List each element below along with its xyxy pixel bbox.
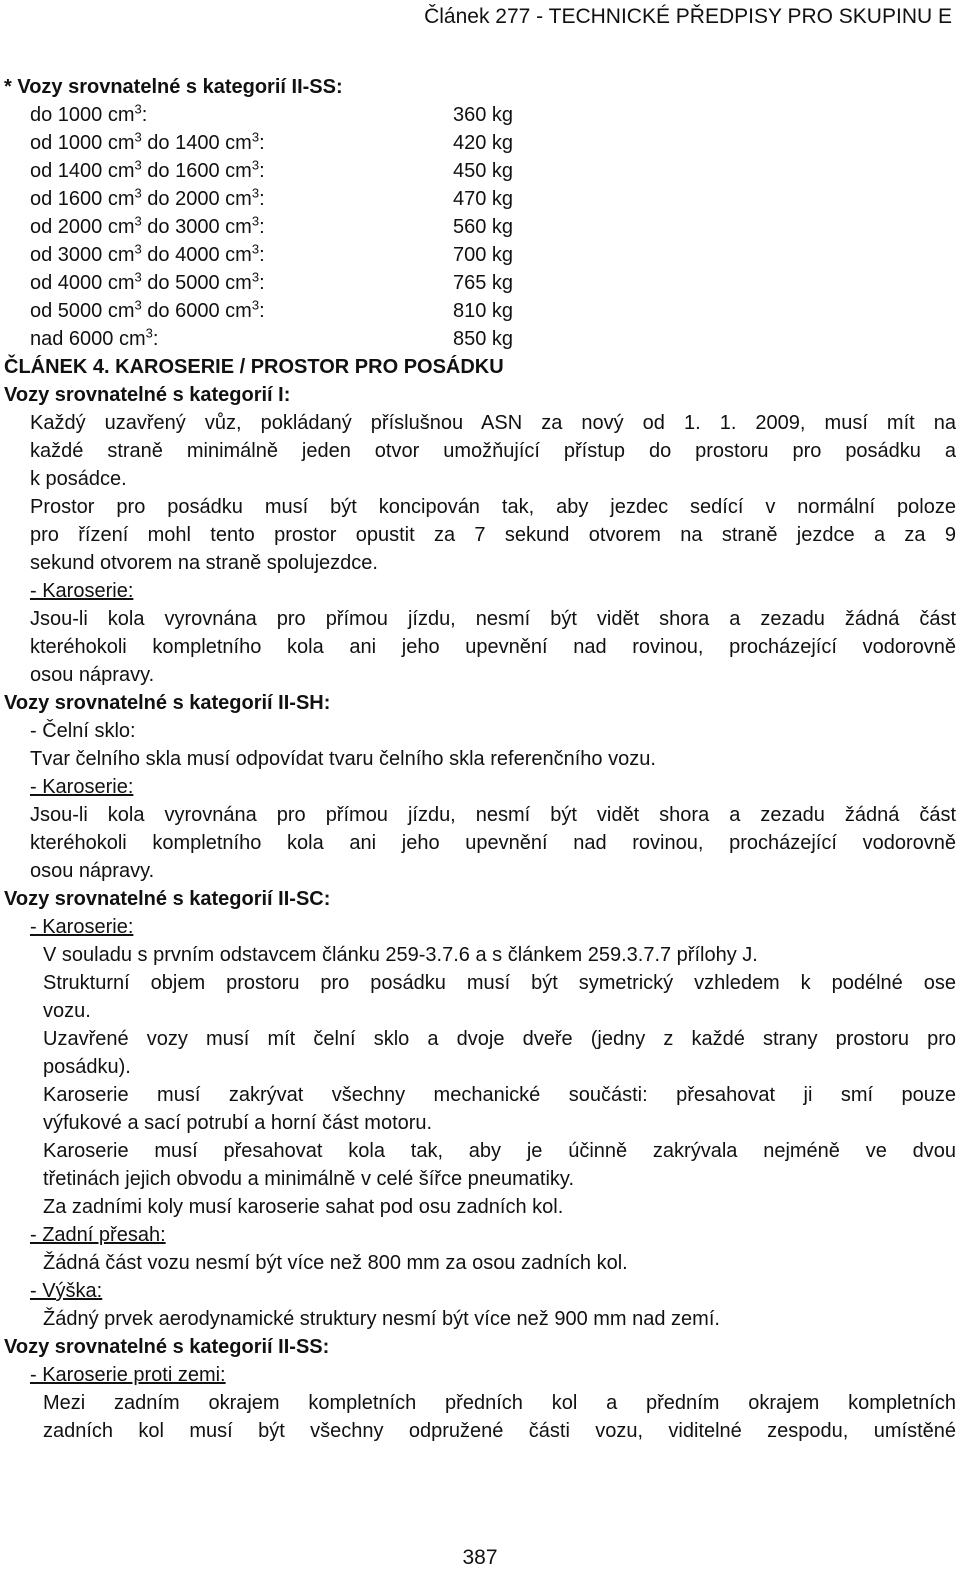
paragraph-line: V souladu s prvním odstavcem článku 259-3.7.6 a s článkem 259.3.7.7 přílohy J.: [43, 944, 758, 966]
paragraph-line: Jsou-li kola vyrovnána pro přímou jízdu, nesmí být vidět shora a zezadu žádná část: [30, 804, 956, 826]
article-title: ČLÁNEK 4. KAROSERIE / PROSTOR PRO POSÁDKU: [4, 356, 504, 378]
paragraph-line: sekund otvorem na straně spolujezdce.: [30, 552, 378, 574]
karoserie-proti-zemi-label: - Karoserie proti zemi:: [30, 1364, 226, 1386]
paragraph-line: Tvar čelního skla musí odpovídat tvaru čelního skla referenčního vozu.: [30, 748, 656, 770]
paragraph-line: kteréhokoli kompletního kola ani jeho upevnění nad rovinou, procházející vodorovně: [30, 832, 956, 854]
paragraph-line: Za zadními koly musí karoserie sahat pod osu zadních kol.: [43, 1196, 564, 1218]
paragraph-line: Jsou-li kola vyrovnána pro přímou jízdu, nesmí být vidět shora a zezadu žádná část: [30, 608, 956, 630]
paragraph-line: k posádce.: [30, 468, 127, 490]
section-heading-ss: Vozy srovnatelné s kategorií II-SS:: [4, 1336, 330, 1358]
zadni-presah-label: - Zadní přesah:: [30, 1224, 166, 1246]
karoserie-label: - Karoserie:: [30, 776, 134, 798]
page-number: 387: [462, 1546, 498, 1569]
paragraph-line: každé straně minimálně jeden otvor umožňující přístup do prostoru pro posádku a: [30, 440, 956, 462]
paragraph-line: osou nápravy.: [30, 860, 155, 882]
weight-row: do 1000 $cm^3$: 360 kg: [30, 101, 514, 126]
weight-row: od 3000 $cm^3$ do 4000 $cm^3$: 700 kg: [30, 241, 514, 266]
weight-row: od 1000 $cm^3$ do 1400 $cm^3$: 420 kg: [30, 129, 514, 154]
weight-row: od 5000 $cm^3$ do 6000 $cm^3$: 810 kg: [30, 297, 514, 322]
document-body: [4, 73, 956, 1445]
weight-row: od 1600 $cm^3$ do 2000 $cm^3$: 470 kg: [30, 185, 514, 210]
section-heading-i: Vozy srovnatelné s kategorií I:: [4, 384, 291, 406]
page-header: Článek 277 - TECHNICKÉ PŘEDPISY PRO SKUPINU E: [424, 5, 952, 28]
weight-row: od 2000 $cm^3$ do 3000 $cm^3$: 560 kg: [30, 213, 514, 238]
paragraph-line: osou nápravy.: [30, 664, 155, 686]
paragraph-line: vozu.: [43, 1000, 91, 1022]
weight-row: od 1400 $cm^3$ do 1600 $cm^3$: 450 kg: [30, 157, 514, 182]
paragraph-line: výfukové a sací potrubí a horní část motoru.: [43, 1112, 433, 1134]
vyska-label: - Výška:: [30, 1280, 103, 1302]
paragraph-line: kteréhokoli kompletního kola ani jeho upevnění nad rovinou, procházející vodorovně: [30, 636, 956, 658]
paragraph-line: Prostor pro posádku musí být koncipován tak, aby jezdec sedící v normální poloze: [30, 496, 956, 518]
paragraph-line: zadních kol musí být všechny odpružené části vozu, viditelné zespodu, umístěné: [43, 1420, 956, 1442]
weight-row: nad 6000 $cm^3$: 850 kg: [30, 325, 514, 350]
section-heading-sh: Vozy srovnatelné s kategorií II-SH:: [4, 692, 331, 714]
paragraph-line: Uzavřené vozy musí mít čelní sklo a dvoje dveře (jedny z každé strany prostoru pro: [43, 1028, 956, 1050]
karoserie-label: - Karoserie:: [30, 580, 134, 602]
paragraph-line: Žádný prvek aerodynamické struktury nesmí být více než 900 mm nad zemí.: [43, 1308, 720, 1330]
paragraph-line: posádku).: [43, 1056, 131, 1078]
weight-row: od 4000 $cm^3$ do 5000 $cm^3$: 765 kg: [30, 269, 514, 294]
weights-table: [4, 101, 956, 353]
paragraph-line: Každý uzavřený vůz, pokládaný příslušnou ASN za nový od 1. 1. 2009, musí mít na: [30, 412, 956, 434]
celni-sklo-label: - Čelní sklo:: [30, 720, 136, 742]
paragraph-line: pro řízení mohl tento prostor opustit za 7 sekund otvorem na straně jezdce a za 9: [30, 524, 956, 546]
karoserie-label: - Karoserie:: [30, 916, 134, 938]
section-heading-sc: Vozy srovnatelné s kategorií II-SC:: [4, 888, 331, 910]
paragraph-line: Mezi zadním okrajem kompletních předních kol a předním okrajem kompletních: [43, 1392, 956, 1414]
paragraph-line: Strukturní objem prostoru pro posádku musí být symetrický vzhledem k podélné ose: [43, 972, 956, 994]
paragraph-line: třetinách jejich obvodu a minimálně v celé šířce pneumatiky.: [43, 1168, 574, 1190]
paragraph-line: Karoserie musí zakrývat všechny mechanické součásti: přesahovat ji smí pouze: [43, 1084, 956, 1106]
paragraph-line: Žádná část vozu nesmí být více než 800 mm za osou zadních kol.: [43, 1252, 628, 1274]
paragraph-line: Karoserie musí přesahovat kola tak, aby je účinně zakrývala nejméně ve dvou: [43, 1140, 956, 1162]
weights-heading: * Vozy srovnatelné s kategorií II-SS:: [4, 76, 343, 98]
